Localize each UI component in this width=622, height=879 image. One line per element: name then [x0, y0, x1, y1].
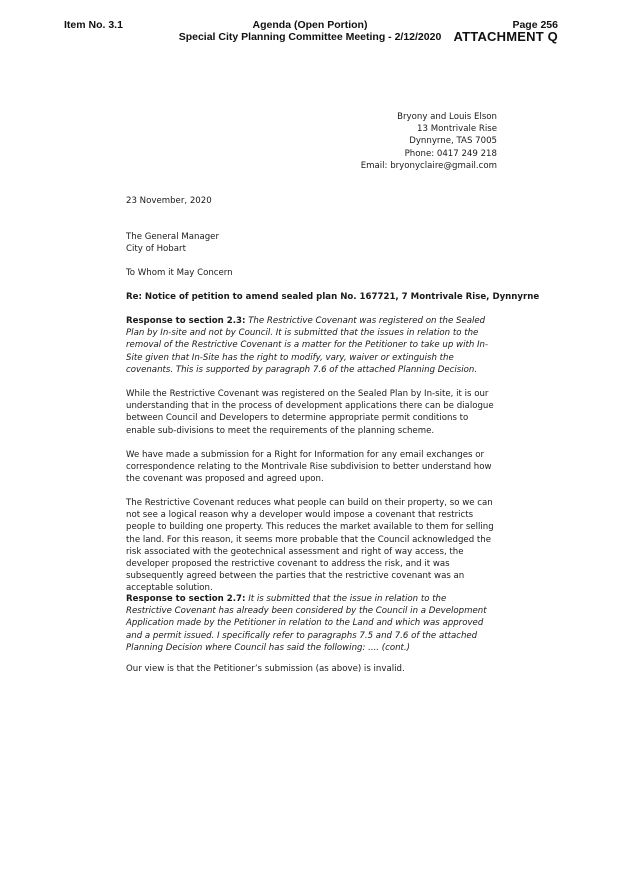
- agenda-title: Agenda (Open Portion): [252, 19, 368, 31]
- sender-address: [361, 111, 497, 172]
- subject-line: Re: Notice of petition to amend sealed plan No. 167721, 7 Montrivale Rise, Dynnyrne: [126, 292, 540, 302]
- paragraph-conclusion: Our view is that the Petitioner’s submission (as above) is invalid.: [126, 664, 405, 674]
- sender-suburb: Dynnyrne, TAS 7005: [409, 136, 497, 147]
- paragraph-response-2-7: [126, 593, 494, 654]
- response-2-3-text: The Restrictive Covenant was registered on the Sealed Plan by In-site and not by Council. It is submitted that the issues in relation to the removal of the Restrictive Covenant is a matter for the Petitioner to take up with In-Site given that In-Site has the right to modify, vary, waiver or extinguish the covenants. This is supported by paragraph 7.6 of the attached Planning Decision.: [126, 316, 489, 375]
- letter-date: 23 November, 2020: [126, 196, 212, 206]
- sender-name: Bryony and Louis Elson: [397, 112, 497, 122]
- salutation: To Whom it May Concern: [126, 268, 233, 278]
- paragraph-covenant-dialogue: While the Restrictive Covenant was registered on the Sealed Plan by In-site, it is our understanding that in the process of development applications there can be dialogue between Council and Developers to determine appropriate permit conditions to enable sub-divisions to meet the requirements of the planning scheme.: [126, 389, 494, 436]
- response-2-3-label: Response to section 2.3:: [126, 316, 246, 326]
- response-2-7-text: It is submitted that the issue in relation to the Restrictive Covenant has already been considered by the Council in a Development Application made by the Petitioner in relation to the Land and which was approved and a permit issued. I specifically refer to paragraphs 7.5 and 7.6 of the attached Planning Decision where Council has said the following: .... (cont.): [126, 594, 487, 653]
- paragraph-covenant-reasoning: The Restrictive Covenant reduces what people can build on their property, so we can not see a logical reason why a developer would impose a covenant that restricts people to building one property. This reduces the market available to them for selling the land. For this reason, it seems more probable that the Council acknowledged the risk associated with the geotechnical assessment and right of way access, the developer proposed the restrictive covenant to address the risk, and it was subsequently agreed between the parties that the restrictive covenant was an acceptable solution.: [126, 498, 494, 594]
- sender-street: 13 Montrivale Rise: [417, 124, 497, 135]
- recipient-org: City of Hobart: [126, 244, 186, 255]
- recipient-block: [126, 231, 219, 255]
- page-number: Page 256: [512, 19, 558, 31]
- agenda-header: [170, 19, 450, 43]
- sender-phone: Phone: 0417 249 218: [404, 148, 497, 159]
- recipient-title: The General Manager: [126, 232, 219, 242]
- paragraph-response-2-3: [126, 315, 494, 376]
- item-number: Item No. 3.1: [64, 19, 123, 31]
- attachment-label: ATTACHMENT Q: [453, 29, 558, 44]
- sender-email: Email: bryonyclaire@gmail.com: [360, 160, 497, 171]
- response-2-7-label: Response to section 2.7:: [126, 594, 246, 604]
- page-header-right: [454, 19, 558, 43]
- meeting-title: Special City Planning Committee Meeting - 2/12/2020: [178, 31, 442, 43]
- paragraph-rti-submission: We have made a submission for a Right for Information for any email exchanges or correspondence relating to the Montrivale Rise subdivision to better understand how the covenant was proposed and agreed upon.: [126, 450, 492, 485]
